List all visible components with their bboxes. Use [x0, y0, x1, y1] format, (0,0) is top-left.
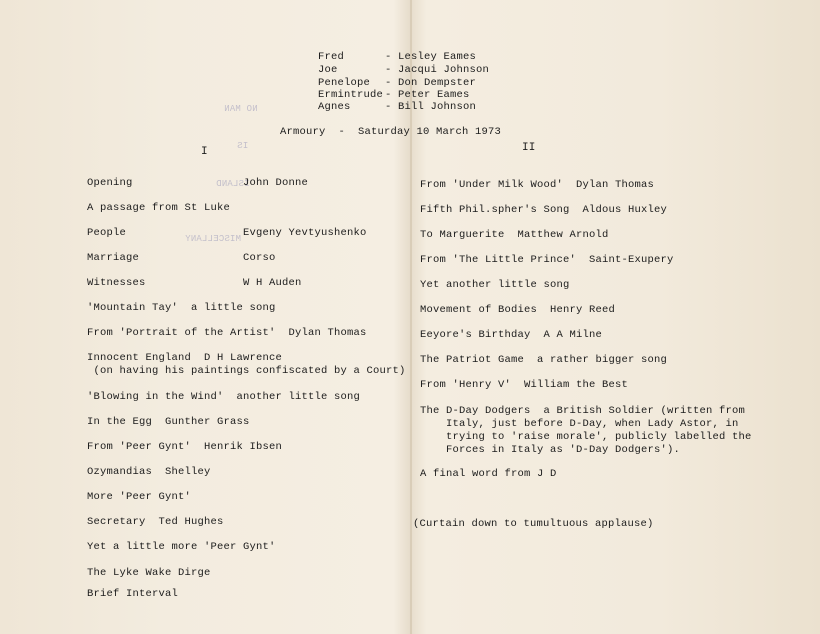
programme-item: More 'Peer Gynt' — [87, 491, 192, 503]
programme-item: Fifth Phil.spher's Song Aldous Huxley — [420, 204, 668, 216]
part-two-numeral: II — [522, 142, 536, 154]
programme-item: Secretary Ted Hughes — [87, 516, 224, 528]
cast-role: Penelope — [318, 77, 371, 89]
bleed-text: ISLAND — [216, 179, 250, 189]
venue-date: Armoury - Saturday 10 March 1973 — [280, 126, 502, 138]
programme-item-note: (on having his paintings confiscated by a Court) — [87, 365, 406, 377]
part-one-numeral: I — [201, 146, 208, 158]
programme-item: From 'Under Milk Wood' Dylan Thomas — [420, 179, 655, 191]
programme-item: From 'The Little Prince' Saint-Exupery — [420, 254, 674, 266]
cast-actor: - Peter Eames — [385, 89, 470, 101]
programme-item: People — [87, 227, 127, 239]
bleed-text: NO MAN — [224, 104, 258, 114]
programme-item: A final word from J D — [420, 468, 557, 480]
closing-line: (Curtain down to tumultuous applause) — [413, 518, 654, 530]
programme-item: Marriage — [87, 252, 140, 264]
programme-item: 'Mountain Tay' a little song — [87, 302, 276, 314]
programme-item: The Lyke Wake Dirge — [87, 567, 211, 579]
programme-item: Innocent England D H Lawrence — [87, 352, 283, 364]
programme-item: From 'Portrait of the Artist' Dylan Thomas — [87, 327, 367, 339]
cast-role: Fred — [318, 51, 345, 63]
programme-item: A passage from St Luke — [87, 202, 231, 214]
programme-item: 'Blowing in the Wind' another little song — [87, 391, 361, 403]
programme-author: W H Auden — [243, 277, 302, 289]
programme-author: John Donne — [243, 177, 309, 189]
cast-actor: - Jacqui Johnson — [385, 64, 490, 76]
programme-item: Eeyore's Birthday A A Milne — [420, 329, 603, 341]
programme-item-note: Italy, just before D-Day, when Lady Astor, in — [420, 418, 739, 430]
programme-author: Evgeny Yevtyushenko — [243, 227, 367, 239]
programme-item: From 'Peer Gynt' Henrik Ibsen — [87, 441, 283, 453]
cast-role: Agnes — [318, 101, 351, 113]
bleed-text: MISCELLANY — [185, 234, 242, 244]
cast-actor: - Bill Johnson — [385, 101, 477, 113]
programme-author: Corso — [243, 252, 276, 264]
cast-role: Ermintrude — [318, 89, 384, 101]
programme-item: Brief Interval — [87, 588, 179, 600]
programme-item: To Marguerite Matthew Arnold — [420, 229, 609, 241]
bleed-text: IS — [237, 141, 249, 151]
programme-item: Ozymandias Shelley — [87, 466, 211, 478]
programme-item: The D-Day Dodgers a British Soldier (written from — [420, 405, 746, 417]
programme-item: In the Egg Gunther Grass — [87, 416, 250, 428]
cast-role: Joe — [318, 64, 338, 76]
programme-item: Witnesses — [87, 277, 146, 289]
cast-actor: - Lesley Eames — [385, 51, 477, 63]
programme-item: Yet another little song — [420, 279, 570, 291]
programme-item-note: trying to 'raise morale', publicly labelled the — [420, 431, 752, 443]
cast-actor: - Don Dempster — [385, 77, 477, 89]
programme-item: Yet a little more 'Peer Gynt' — [87, 541, 276, 553]
programme-item: The Patriot Game a rather bigger song — [420, 354, 668, 366]
programme-item: From 'Henry V' William the Best — [420, 379, 629, 391]
programme-item: Opening — [87, 177, 133, 189]
programme-item-note: Forces in Italy as 'D-Day Dodgers'). — [420, 444, 681, 456]
programme-item: Movement of Bodies Henry Reed — [420, 304, 616, 316]
